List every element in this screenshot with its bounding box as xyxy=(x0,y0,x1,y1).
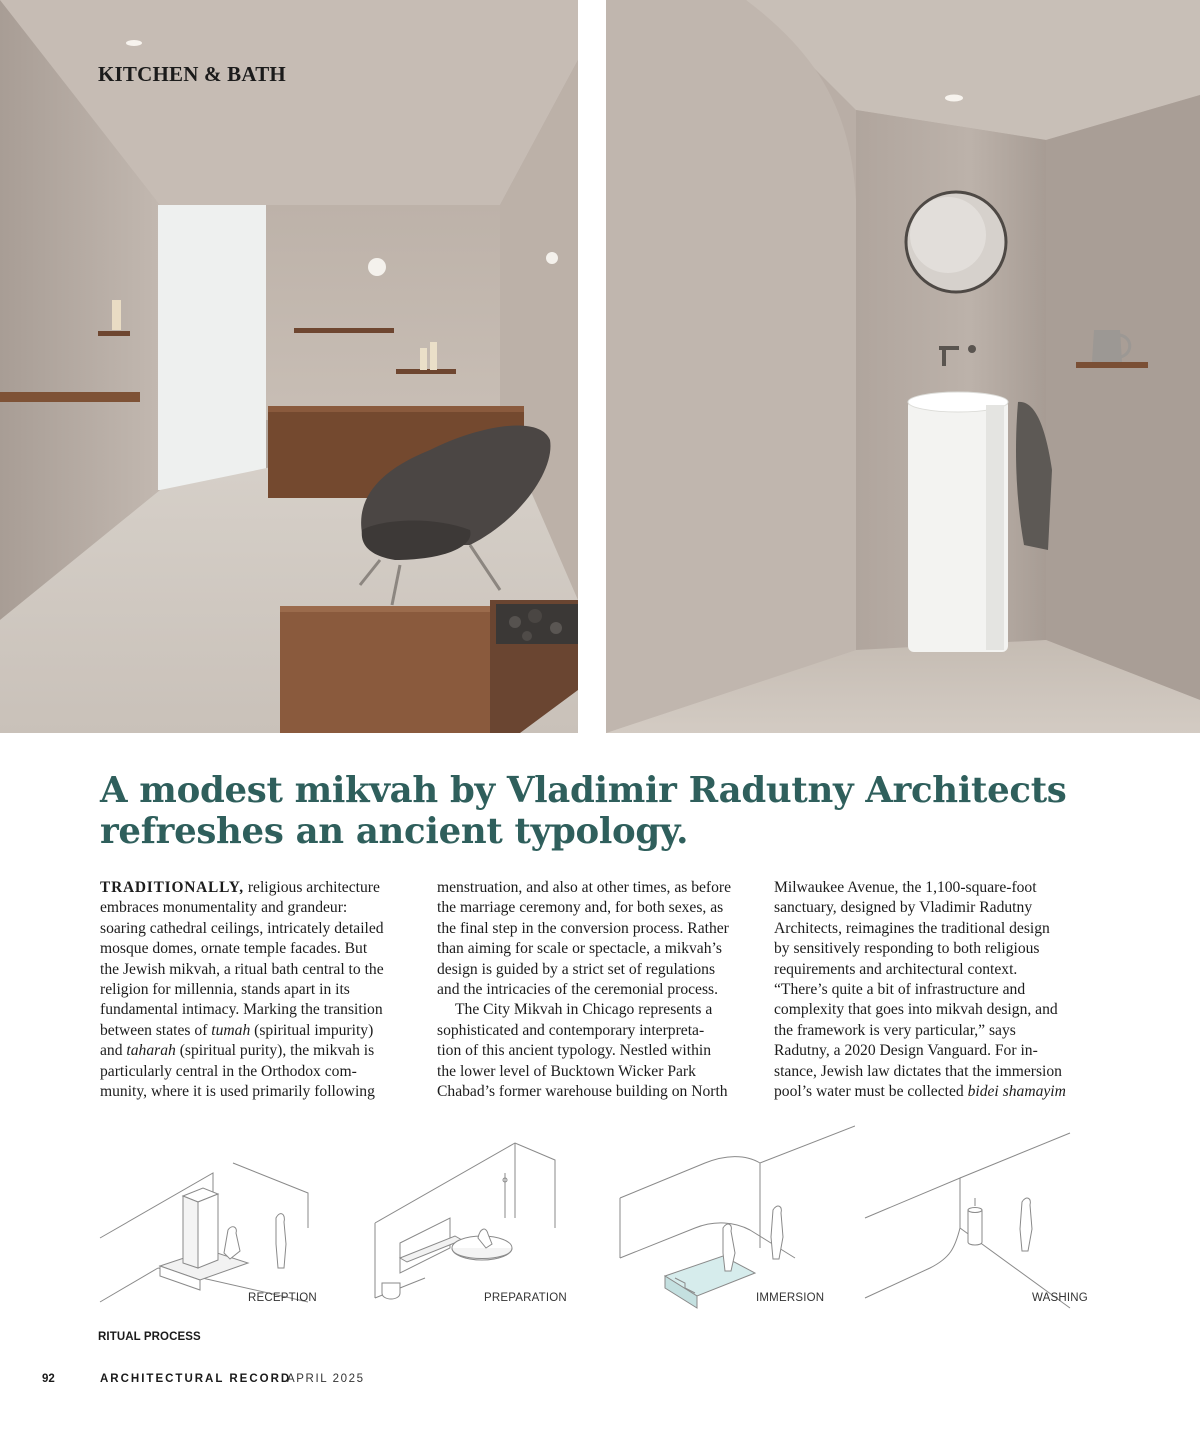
text-line: sophisticated and contemporary interpreta- xyxy=(437,1021,705,1039)
text-line: and taharah (spiritual purity), the mikvah is xyxy=(100,1042,375,1060)
article-column-2 xyxy=(437,878,755,1102)
headline-line-2: refreshes an ancient typology. xyxy=(100,811,689,852)
page-number: 92 xyxy=(42,1373,55,1385)
diagram-reception xyxy=(98,1118,338,1314)
text-line: the framework is very particular,” says xyxy=(774,1021,1016,1039)
diagram-label-preparation: PREPARATION xyxy=(484,1292,567,1304)
text-line: the Jewish mikvah, a ritual bath central to the xyxy=(100,960,384,978)
text-line: embraces monumentality and grandeur: xyxy=(100,899,348,917)
text-line: fundamental intimacy. Marking the transition xyxy=(100,1001,383,1019)
diagram-immersion xyxy=(615,1118,855,1314)
text-line: tion of this ancient typology. Nestled within xyxy=(437,1042,712,1060)
photo-washing-room xyxy=(606,0,1200,733)
text-line: sanctuary, designed by Vladimir Radutny xyxy=(774,899,1033,917)
text-line: design is guided by a strict set of regulations xyxy=(437,960,716,978)
text-line: stance, Jewish law dictates that the immersion xyxy=(774,1062,1062,1080)
text-line: TRADITIONALLY, religious architecture xyxy=(100,879,380,896)
headline xyxy=(100,770,1100,852)
text-line: Radutny, a 2020 Design Vanguard. For in- xyxy=(774,1042,1038,1060)
text-line: requirements and architectural context. xyxy=(774,960,1018,978)
text-line: by sensitively responding to both religious xyxy=(774,940,1040,958)
diagram-caption: RITUAL PROCESS xyxy=(98,1331,201,1343)
text-line: particularly central in the Orthodox com- xyxy=(100,1062,357,1080)
text-line: complexity that goes into mikvah design, and xyxy=(774,1001,1058,1019)
text-line: munity, where it is used primarily following xyxy=(100,1083,375,1101)
text-line: pool’s water must be collected bidei shamayim xyxy=(774,1083,1066,1101)
magazine-name: ARCHITECTURAL RECORD xyxy=(100,1373,292,1385)
diagram-label-washing: WASHING xyxy=(1032,1292,1088,1304)
diagram-preparation xyxy=(370,1118,610,1314)
diagram-label-reception: RECEPTION xyxy=(248,1292,317,1304)
text-line: menstruation, and also at other times, as before xyxy=(437,879,732,896)
text-line: than aiming for scale or spectacle, a mikvah’s xyxy=(437,940,722,958)
text-line: the final step in the conversion process. Rather xyxy=(437,919,729,937)
article-column-3 xyxy=(774,878,1092,1102)
text-line: between states of tumah (spiritual impurity) xyxy=(100,1021,374,1039)
diagram-label-immersion: IMMERSION xyxy=(756,1292,825,1304)
lead-in: TRADITIONALLY, xyxy=(100,879,244,896)
term-taharah: taharah xyxy=(126,1042,176,1060)
text-line: soaring cathedral ceilings, intricately detailed xyxy=(100,919,384,937)
term-tumah: tumah xyxy=(211,1021,251,1039)
text-line: Milwaukee Avenue, the 1,100-square-foot xyxy=(774,879,1037,896)
text-line: Architects, reimagines the traditional design xyxy=(774,919,1050,937)
text-line: Chabad’s former warehouse building on North xyxy=(437,1083,728,1101)
text-line: the marriage ceremony and, for both sexes, as xyxy=(437,899,724,917)
text-line: The City Mikvah in Chicago represents a xyxy=(455,1001,713,1019)
issue-date: APRIL 2025 xyxy=(287,1373,365,1385)
photo-preparation-room xyxy=(0,0,578,733)
text-line: religion for millennia, stands apart in its xyxy=(100,981,350,999)
text-line: mosque domes, ornate temple facades. But xyxy=(100,940,368,958)
text-line: “There’s quite a bit of infrastructure and xyxy=(774,981,1026,999)
section-label: KITCHEN & BATH xyxy=(98,62,286,86)
text-line: the lower level of Bucktown Wicker Park xyxy=(437,1062,696,1080)
text-line: and the intricacies of the ceremonial process. xyxy=(437,981,718,999)
term-bidei-shamayim: bidei shamayim xyxy=(967,1083,1066,1101)
headline-line-1: A modest mikvah by Vladimir Radutny Architects xyxy=(100,770,1067,811)
article-column-1 xyxy=(100,878,418,1102)
diagram-washing xyxy=(860,1118,1100,1314)
